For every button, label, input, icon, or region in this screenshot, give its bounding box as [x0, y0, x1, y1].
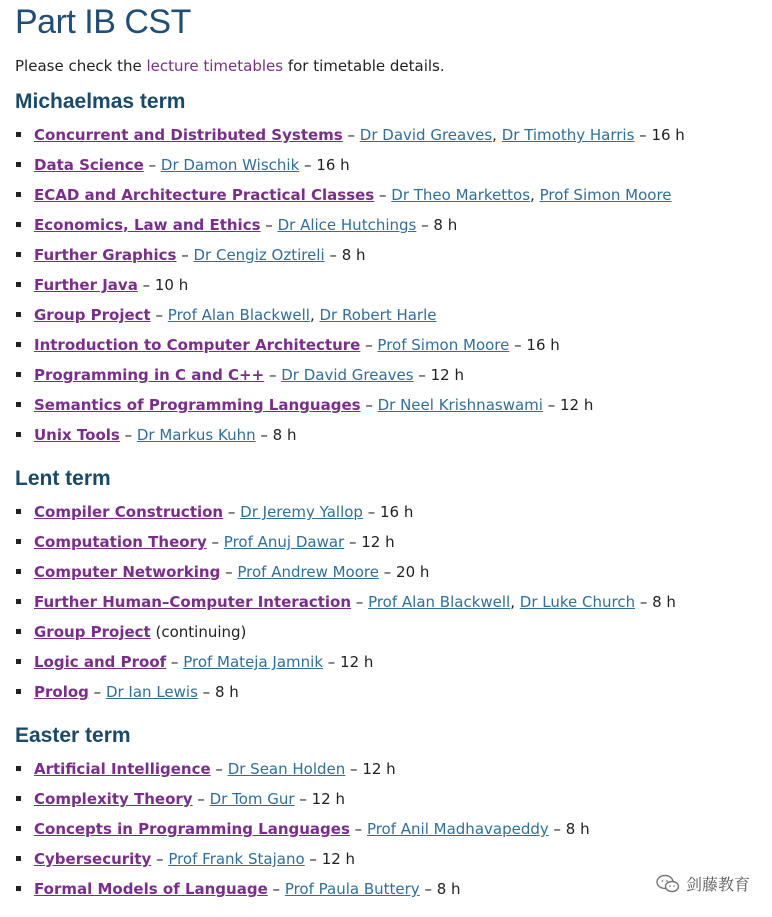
separator: – — [299, 156, 317, 174]
separator: – — [634, 126, 652, 144]
lecturer-link[interactable]: Dr Ian Lewis — [105, 683, 198, 701]
separator: – — [360, 396, 378, 414]
bullet-icon — [16, 796, 21, 801]
lecturer-link[interactable]: Dr Robert Harle — [319, 306, 437, 324]
bullet-icon — [16, 629, 21, 634]
lecturer-link[interactable]: Prof Andrew Moore — [237, 563, 379, 581]
lecturer-link[interactable]: Dr Timothy Harris — [501, 126, 635, 144]
bullet-icon — [16, 599, 21, 604]
course-item — [15, 125, 760, 155]
lecturer-link[interactable]: Dr Cengiz Oztireli — [193, 246, 325, 264]
separator: – — [223, 503, 241, 521]
course-item — [15, 532, 760, 562]
course-hours: 20 h — [396, 563, 430, 581]
bullet-icon — [16, 539, 21, 544]
course-link[interactable]: Economics, Law and Ethics — [34, 216, 261, 234]
separator: – — [143, 156, 161, 174]
bullet-icon — [16, 162, 21, 167]
course-link[interactable]: Computer Networking — [34, 563, 221, 581]
separator: – — [206, 533, 224, 551]
course-link[interactable]: Concurrent and Distributed Systems — [34, 126, 343, 144]
course-link[interactable]: Further Java — [34, 276, 138, 294]
separator: – — [542, 396, 560, 414]
course-hours: 12 h — [361, 533, 395, 551]
course-link[interactable]: Introduction to Computer Architecture — [34, 336, 361, 354]
course-item — [15, 275, 760, 305]
course-hours: 12 h — [560, 396, 594, 414]
separator: – — [635, 593, 653, 611]
course-link[interactable]: Data Science — [34, 156, 144, 174]
separator: – — [151, 850, 169, 868]
bullet-icon — [16, 252, 21, 257]
lecturer-link[interactable]: Dr David Greaves — [359, 126, 493, 144]
lecturer-link[interactable]: Prof Anuj Dawar — [223, 533, 345, 551]
separator: – — [351, 593, 369, 611]
course-link[interactable]: Compiler Construction — [34, 503, 224, 521]
lecturer-link[interactable]: Dr Luke Church — [519, 593, 636, 611]
course-item — [15, 789, 760, 819]
course-link[interactable]: Artificial Intelligence — [34, 760, 211, 778]
bullet-icon — [16, 312, 21, 317]
course-item — [15, 759, 760, 789]
separator: – — [119, 426, 137, 444]
lecturer-link[interactable]: Prof Paula Buttery — [284, 880, 420, 898]
course-link[interactable]: Concepts in Programming Languages — [34, 820, 350, 838]
course-hours: 8 h — [652, 593, 676, 611]
course-item — [15, 682, 760, 712]
bullet-icon — [16, 826, 21, 831]
course-link[interactable]: Further Human–Computer Interaction — [34, 593, 352, 611]
lecturer-link[interactable]: Dr Sean Holden — [227, 760, 346, 778]
separator: – — [264, 366, 282, 384]
separator: – — [88, 683, 106, 701]
separator: – — [344, 533, 362, 551]
lecturer-link[interactable]: Dr Neel Krishnaswami — [377, 396, 543, 414]
course-hours: 10 h — [154, 276, 189, 294]
course-item — [15, 502, 760, 532]
separator: – — [267, 880, 285, 898]
comma: , — [530, 186, 540, 204]
course-item — [15, 622, 760, 652]
separator: – — [548, 820, 566, 838]
bullet-icon — [16, 766, 21, 771]
course-hours: 16 h — [380, 503, 414, 521]
bullet-icon — [16, 569, 21, 574]
bullet-icon — [16, 342, 21, 347]
course-hours: 16 h — [526, 336, 560, 354]
bullet-icon — [16, 509, 21, 514]
lecturer-link[interactable]: Dr Markus Kuhn — [136, 426, 256, 444]
course-item — [15, 819, 760, 849]
lecturer-link[interactable]: Prof Simon Moore — [539, 186, 672, 204]
course-item — [15, 562, 760, 592]
course-hours: 8 h — [341, 246, 366, 264]
lecturer-link[interactable]: Prof Alan Blackwell — [368, 593, 511, 611]
separator: – — [255, 426, 273, 444]
term-heading-michaelmas: Michaelmas term — [15, 90, 186, 113]
lecturer-link[interactable]: Dr Jeremy Yallop — [240, 503, 363, 521]
course-hours: 8 h — [436, 880, 461, 898]
bullet-icon — [16, 132, 21, 137]
course-hours: 16 h — [651, 126, 685, 144]
lecturer-link[interactable]: Prof Frank Stajano — [168, 850, 305, 868]
course-item — [15, 365, 760, 395]
course-list-easter — [15, 759, 760, 909]
bullet-icon — [16, 659, 21, 664]
bullet-icon — [16, 689, 21, 694]
separator: – — [509, 336, 527, 354]
course-list-michaelmas — [15, 125, 760, 455]
bullet-icon — [16, 372, 21, 377]
course-link[interactable]: Logic and Proof — [34, 653, 167, 671]
course-link[interactable]: Prolog — [34, 683, 89, 701]
bullet-icon — [16, 402, 21, 407]
lecturer-link[interactable]: Dr Theo Markettos — [391, 186, 531, 204]
course-link[interactable]: Cybersecurity — [34, 850, 152, 868]
course-note: (continuing) — [155, 623, 247, 641]
separator: – — [323, 653, 341, 671]
lecturer-link[interactable]: Prof Alan Blackwell — [167, 306, 310, 324]
course-hours: 12 h — [340, 653, 374, 671]
page-title: Part IB CST — [15, 3, 191, 41]
watermark — [656, 872, 750, 895]
separator: – — [324, 246, 342, 264]
course-link[interactable]: Complexity Theory — [34, 790, 193, 808]
separator: – — [192, 790, 210, 808]
separator: – — [342, 126, 360, 144]
wechat-icon — [656, 874, 680, 894]
course-link[interactable]: Computation Theory — [34, 533, 207, 551]
watermark-text: 剑藤教育 — [685, 875, 750, 894]
separator: – — [349, 820, 367, 838]
course-hours: 12 h — [430, 366, 465, 384]
separator: – — [413, 366, 431, 384]
course-item — [15, 305, 760, 335]
course-link[interactable]: Group Project — [34, 623, 151, 641]
lecturer-link[interactable]: Dr Alice Hutchings — [277, 216, 417, 234]
bullet-icon — [16, 192, 21, 197]
course-item — [15, 425, 760, 455]
course-hours: 16 h — [316, 156, 350, 174]
course-hours: 8 h — [214, 683, 239, 701]
separator: – — [137, 276, 155, 294]
bullet-icon — [16, 222, 21, 227]
bullet-icon — [16, 432, 21, 437]
separator: – — [166, 653, 184, 671]
course-link[interactable]: Programming in C and C++ — [34, 366, 265, 384]
course-link[interactable]: Unix Tools — [34, 426, 120, 444]
course-link[interactable]: Formal Models of Language — [34, 880, 268, 898]
separator: – — [378, 563, 397, 581]
course-item — [15, 155, 760, 185]
separator: – — [150, 306, 168, 324]
separator: – — [210, 760, 228, 778]
lecture-timetables-link[interactable]: lecture timetables — [146, 57, 284, 75]
lecturer-link[interactable]: Prof Anil Madhavapeddy — [366, 820, 549, 838]
separator: – — [176, 246, 194, 264]
lecturer-link[interactable]: Dr Tom Gur — [209, 790, 295, 808]
course-hours: 8 h — [272, 426, 297, 444]
course-item — [15, 652, 760, 682]
course-item — [15, 245, 760, 275]
separator: – — [345, 760, 363, 778]
separator: – — [374, 186, 392, 204]
comma: , — [510, 593, 520, 611]
course-list-lent — [15, 502, 760, 712]
course-link[interactable]: Further Graphics — [34, 246, 177, 264]
course-item — [15, 592, 760, 622]
course-link[interactable]: ECAD and Architecture Practical Classes — [34, 186, 375, 204]
course-item — [15, 335, 760, 365]
separator: – — [220, 563, 238, 581]
separator: – — [294, 790, 312, 808]
bullet-icon — [16, 886, 21, 891]
lecturer-link[interactable]: Dr Damon Wischik — [160, 156, 300, 174]
lecturer-link[interactable]: Prof Simon Moore — [377, 336, 510, 354]
separator: – — [416, 216, 434, 234]
term-heading-lent: Lent term — [15, 467, 111, 490]
course-item — [15, 185, 760, 215]
comma: , — [492, 126, 502, 144]
comma: , — [309, 306, 320, 324]
course-item — [15, 395, 760, 425]
separator: – — [362, 503, 381, 521]
course-link[interactable]: Group Project — [34, 306, 151, 324]
lecturer-link[interactable]: Dr David Greaves — [281, 366, 414, 384]
course-item — [15, 849, 760, 879]
course-link[interactable]: Semantics of Programming Languages — [34, 396, 361, 414]
separator: – — [260, 216, 278, 234]
course-item — [15, 215, 760, 245]
lecturer-link[interactable]: Prof Mateja Jamnik — [183, 653, 324, 671]
course-hours: 12 h — [321, 850, 356, 868]
course-hours: 8 h — [565, 820, 590, 838]
separator: – — [419, 880, 437, 898]
intro-text: Please check the lecture timetables for timetable details. — [15, 57, 445, 75]
course-item — [15, 879, 760, 909]
page-content — [15, 0, 760, 909]
bullet-icon — [16, 856, 21, 861]
course-hours: 12 h — [311, 790, 345, 808]
separator: – — [360, 336, 378, 354]
course-hours: 8 h — [433, 216, 458, 234]
bullet-icon — [16, 282, 21, 287]
term-heading-easter: Easter term — [15, 724, 131, 747]
separator: – — [304, 850, 322, 868]
course-hours: 12 h — [362, 760, 396, 778]
separator: – — [197, 683, 215, 701]
